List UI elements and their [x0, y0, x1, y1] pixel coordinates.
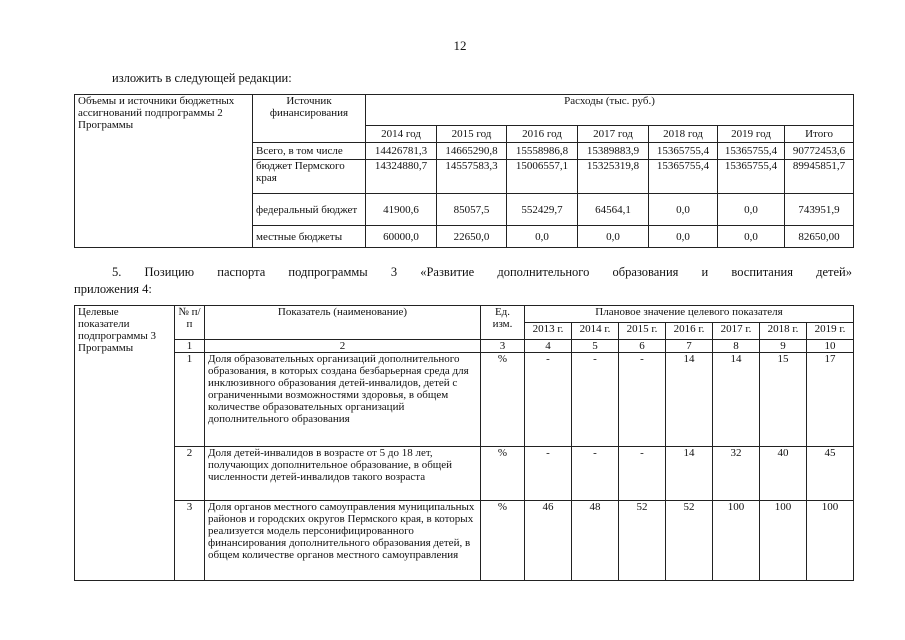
- col-number: 3: [481, 340, 525, 353]
- value-cell: 60000,0: [366, 226, 437, 248]
- value-cell: 40: [760, 447, 807, 501]
- col-number: 10: [807, 340, 854, 353]
- value-cell: 14426781,3: [366, 143, 437, 160]
- value-cell: 15006557,1: [507, 160, 578, 194]
- value-cell: 100: [713, 501, 760, 581]
- indicator-text: Доля детей-инвалидов в возрасте от 5 до 18 лет, получающих дополнительное образование, в общей численности детей-инвалидов такого возраста: [205, 447, 481, 501]
- year-header: 2013 г.: [525, 323, 572, 340]
- year-header: 2019 год: [718, 126, 785, 143]
- indicators-table: [74, 305, 854, 581]
- indicators-label: Целевые показатели подпрограммы 3 Программы: [75, 306, 175, 581]
- value-cell: 15389883,9: [578, 143, 649, 160]
- col-number: 6: [619, 340, 666, 353]
- source-name: Всего, в том числе: [253, 143, 366, 160]
- value-cell: 17: [807, 353, 854, 447]
- col-number: 9: [760, 340, 807, 353]
- value-cell: -: [619, 353, 666, 447]
- year-header: 2016 год: [507, 126, 578, 143]
- year-header: 2017 год: [578, 126, 649, 143]
- value-cell: -: [572, 447, 619, 501]
- unit-header: Ед. изм.: [481, 306, 525, 340]
- value-cell: 45: [807, 447, 854, 501]
- value-cell: 52: [619, 501, 666, 581]
- value-cell: 89945851,7: [785, 160, 854, 194]
- paragraph-5: [74, 264, 852, 298]
- year-header: 2016 г.: [666, 323, 713, 340]
- plan-header: Плановое значение целевого показателя: [525, 306, 854, 323]
- year-header: 2015 г.: [619, 323, 666, 340]
- value-cell: 64564,1: [578, 194, 649, 226]
- col-number: 1: [175, 340, 205, 353]
- value-cell: 15325319,8: [578, 160, 649, 194]
- expenses-header: Расходы (тыс. руб.): [366, 95, 854, 126]
- value-cell: 52: [666, 501, 713, 581]
- value-cell: 15365755,4: [718, 143, 785, 160]
- value-cell: 22650,0: [437, 226, 507, 248]
- year-header: 2018 год: [649, 126, 718, 143]
- row-number: 1: [175, 353, 205, 447]
- year-header: 2017 г.: [713, 323, 760, 340]
- value-cell: 15365755,4: [649, 160, 718, 194]
- table-row: [75, 353, 854, 447]
- value-cell: 0,0: [718, 194, 785, 226]
- row-number: 3: [175, 501, 205, 581]
- value-cell: 85057,5: [437, 194, 507, 226]
- year-header: 2014 год: [366, 126, 437, 143]
- table-row: [75, 447, 854, 501]
- value-cell: 0,0: [649, 226, 718, 248]
- col-number: 2: [205, 340, 481, 353]
- value-cell: -: [572, 353, 619, 447]
- total-header: Итого: [785, 126, 854, 143]
- source-name: бюджет Пермского края: [253, 160, 366, 194]
- source-header: Источник финансирования: [253, 95, 366, 143]
- col-number: 5: [572, 340, 619, 353]
- value-cell: 743951,9: [785, 194, 854, 226]
- col-number: 8: [713, 340, 760, 353]
- indicator-header: Показатель (наименование): [205, 306, 481, 340]
- value-cell: 15: [760, 353, 807, 447]
- funding-label: Объемы и источники бюджетных ассигнований подпрограммы 2 Программы: [75, 95, 253, 248]
- value-cell: 0,0: [718, 226, 785, 248]
- col-number: 4: [525, 340, 572, 353]
- col-number: 7: [666, 340, 713, 353]
- source-name: федеральный бюджет: [253, 194, 366, 226]
- value-cell: 46: [525, 501, 572, 581]
- value-cell: 14324880,7: [366, 160, 437, 194]
- intro-text: изложить в следующей редакции:: [112, 71, 292, 85]
- value-cell: 100: [807, 501, 854, 581]
- page-number: 12: [453, 38, 467, 53]
- num-header: № п/п: [175, 306, 205, 340]
- unit-cell: %: [481, 501, 525, 581]
- year-header: 2015 год: [437, 126, 507, 143]
- value-cell: 32: [713, 447, 760, 501]
- funding-table: [74, 94, 854, 248]
- unit-cell: %: [481, 353, 525, 447]
- value-cell: 15365755,4: [649, 143, 718, 160]
- value-cell: 0,0: [649, 194, 718, 226]
- value-cell: 0,0: [507, 226, 578, 248]
- value-cell: 100: [760, 501, 807, 581]
- paragraph-5-line1: 5. Позицию паспорта подпрограммы 3 «Развитие дополнительного образования и воспитания детей»: [112, 265, 852, 279]
- value-cell: 90772453,6: [785, 143, 854, 160]
- value-cell: 552429,7: [507, 194, 578, 226]
- year-header: 2018 г.: [760, 323, 807, 340]
- value-cell: 15558986,8: [507, 143, 578, 160]
- year-header: 2014 г.: [572, 323, 619, 340]
- source-name: местные бюджеты: [253, 226, 366, 248]
- value-cell: -: [525, 447, 572, 501]
- paragraph-5-line2: приложения 4:: [74, 282, 152, 296]
- value-cell: 15365755,4: [718, 160, 785, 194]
- value-cell: -: [619, 447, 666, 501]
- indicator-text: Доля органов местного самоуправления муниципальных районов и городских округов Пермского края, в которых реализуется модель персонифицированного финансирования дополнительного образования детей, в общем количестве органов местного самоуправления: [205, 501, 481, 581]
- value-cell: 82650,00: [785, 226, 854, 248]
- value-cell: 0,0: [578, 226, 649, 248]
- table-row: [75, 501, 854, 581]
- value-cell: 14: [666, 353, 713, 447]
- row-number: 2: [175, 447, 205, 501]
- indicator-text: Доля образовательных организаций дополнительного образования, в которых создана безбарьерная среда для инклюзивного образования детей-инвалидов, детей с ограниченными возможностями здоровья, в общем количестве образовательных организаций дополнительного образования: [205, 353, 481, 447]
- column-numbers-row: [75, 340, 854, 353]
- value-cell: -: [525, 353, 572, 447]
- value-cell: 48: [572, 501, 619, 581]
- value-cell: 14: [666, 447, 713, 501]
- unit-cell: %: [481, 447, 525, 501]
- value-cell: 41900,6: [366, 194, 437, 226]
- value-cell: 14557583,3: [437, 160, 507, 194]
- value-cell: 14665290,8: [437, 143, 507, 160]
- value-cell: 14: [713, 353, 760, 447]
- year-header: 2019 г.: [807, 323, 854, 340]
